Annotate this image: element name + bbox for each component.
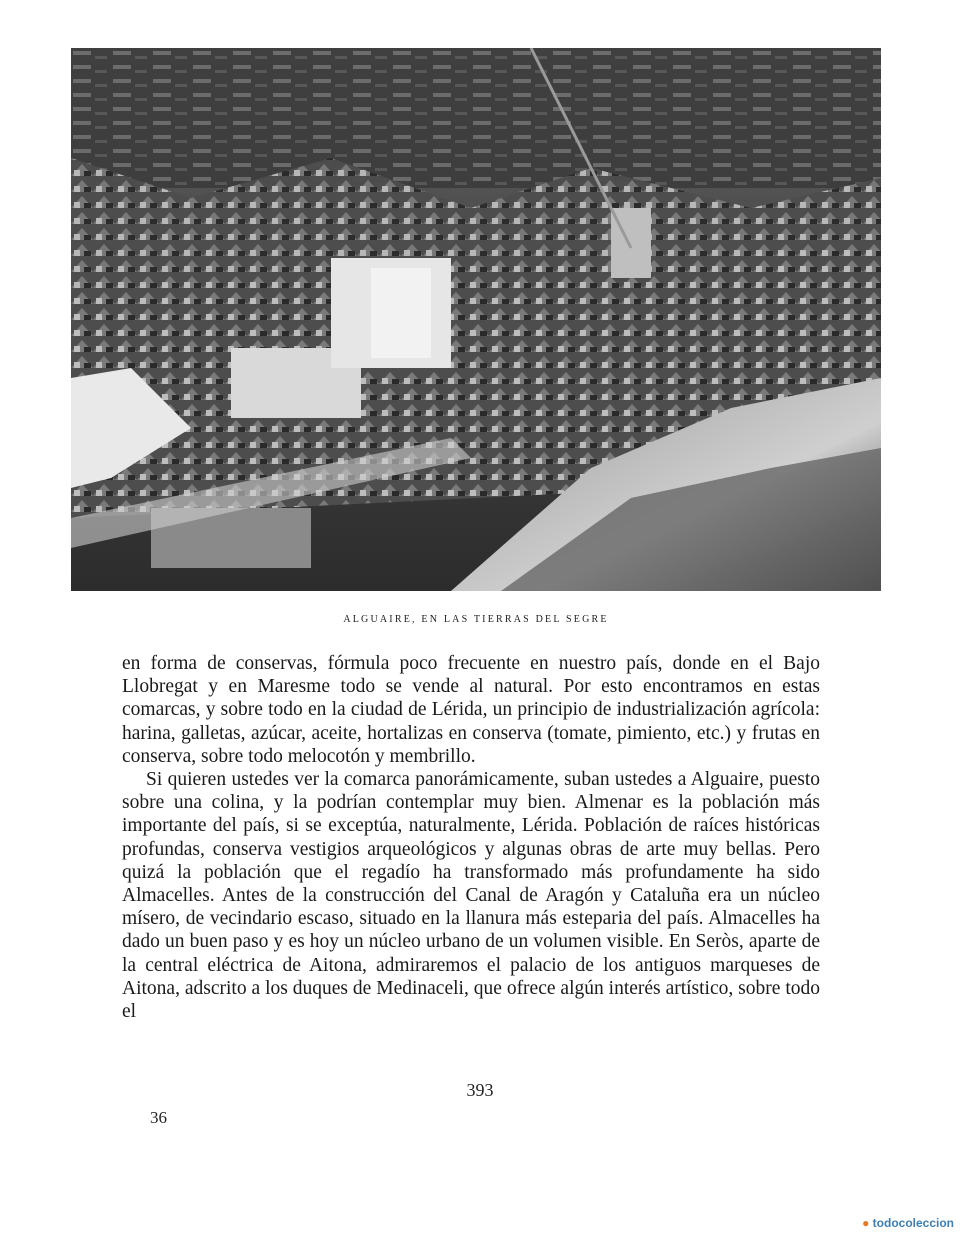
watermark-dot-icon: ● [862,1216,870,1230]
paragraph: Si quieren ustedes ver la comarca panorámicamente, suban ustedes a Alguaire, puesto sobre una colina, y la podrían contemplar muy bien. Almenar es la población más importante del país, si se exceptúa, naturalmente, Lérida. Población de raíces históricas profundas, conserva vestigios arqueológicos y algunas obras de arte muy bellas. Pero quizá la población que el regadío ha transformado más profundamente ha sido Almacelles. Antes de la construcción del Canal de Aragón y Cataluña era un núcleo mísero, de vecindario escaso, situado en la llanura más esteparia del país. Almacelles ha dado un buen paso y es hoy un núcleo urbano de un volumen visible. En Seròs, aparte de la central eléctrica de Aitona, admiraremos el palacio de los antiguos marqueses de Aitona, adscrito a los duques de Medinaceli, que ofrece algún interés artístico, sobre todo el [122,769,820,1023]
signature-mark: 36 [150,1108,167,1127]
paragraph: en forma de conservas, fórmula poco frecuente en nuestro país, donde en el Bajo Llobregat y en Maresme todo se vende al natural. Por esto encontramos en estas comarcas, y sobre todo en la ciudad de Lérida, un principio de industrialización agrícola: harina, galletas, azúcar, aceite, hortalizas en conserva (tomate, pimiento, etc.) y frutas en conserva, sobre todo melocotón y membrillo. [122,653,820,767]
watermark-text: todocoleccion [872,1216,954,1230]
village-photograph [71,48,881,591]
watermark [862,1216,954,1230]
village-photo-illustration [71,48,881,591]
article-text [122,652,820,1023]
page-number: 393 [466,1080,494,1100]
photo-caption: ALGUAIRE, EN LAS TIERRAS DEL SEGRE [343,614,609,625]
